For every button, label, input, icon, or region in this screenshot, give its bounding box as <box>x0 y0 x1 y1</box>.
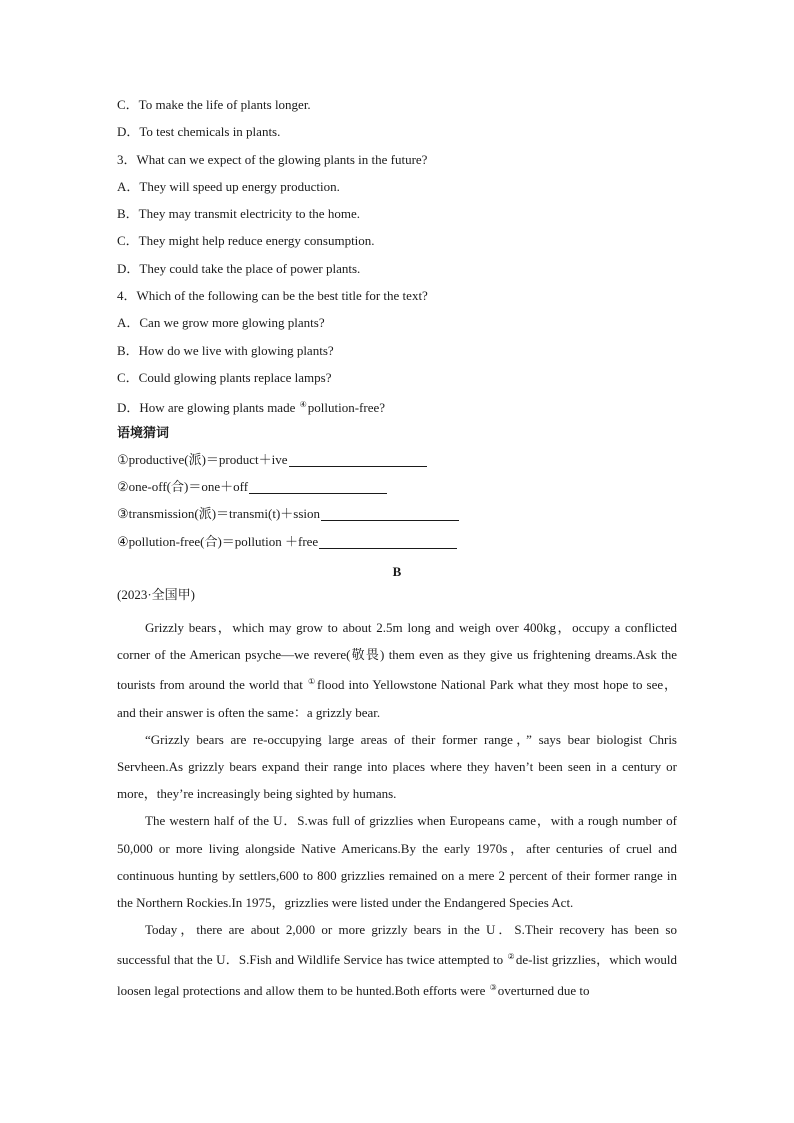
q4-option-c: C．Could glowing plants replace lamps? <box>117 369 332 385</box>
paragraph-text: overturned due to <box>497 982 590 998</box>
marker-4: ④ <box>299 400 307 410</box>
paragraph-1 <box>117 614 677 726</box>
vocab-item-text: ②one-off(合)＝one＋off <box>117 479 249 495</box>
paragraph-4 <box>117 916 677 1004</box>
q3-option-a: A．They will speed up energy production. <box>117 178 340 194</box>
paragraph-text: Grizzly bears，which may grow to about 2.5m long and weigh over 400kg，occupy a conflicted corner of the American psyche—we revere(敬畏) them even as they give us frightening dreams.Ask the tourists from around the world that <box>117 620 677 693</box>
q3-option-d: D．They could take the place of power plants. <box>117 260 361 276</box>
passage <box>117 614 677 1004</box>
answer-blank[interactable] <box>321 506 459 521</box>
source-label: (2023·全国甲) <box>117 587 195 603</box>
document-page <box>117 94 677 1004</box>
answer-blank[interactable] <box>249 479 387 494</box>
vocab-item-text: ③transmission(派)＝transmi(t)＋ssion <box>117 506 321 522</box>
q4-option-a: A．Can we grow more glowing plants? <box>117 315 325 331</box>
vocab-item-text: ①productive(派)＝product＋ive <box>117 451 288 467</box>
q4-option-b: B．How do we live with glowing plants? <box>117 342 334 358</box>
q4-option-d-text-end: pollution-free? <box>307 400 386 416</box>
marker-3: ③ <box>489 982 497 992</box>
q3-stem: 3．What can we expect of the glowing plants in the future? <box>117 151 428 167</box>
vocab-item <box>117 476 677 503</box>
paragraph-text: flood into Yellowstone National Park what they most hope to see，and their answer is often the same：a grizzly bear. <box>117 677 678 720</box>
marker-1: ① <box>307 677 317 687</box>
answer-blank[interactable] <box>319 534 457 549</box>
vocab-item <box>117 449 677 476</box>
q4-stem: 4．Which of the following can be the best title for the text? <box>117 288 428 304</box>
q3-option-c: C．They might help reduce energy consumption. <box>117 233 375 249</box>
paragraph-text: de-list grizzlies，which would loosen legal protections and allow them to be hunted.Both efforts were <box>117 952 677 998</box>
q4-option-d <box>117 394 677 421</box>
marker-2: ② <box>507 952 515 962</box>
answer-blank[interactable] <box>289 452 427 467</box>
paragraph-3: The western half of the U．S.was full of grizzlies when Europeans came，with a rough number of 50,000 or more living alongside Native Americans.By the early 1970s，after centuries of cruel and continuous hunting by settlers,600 to 800 grizzlies remained on a mere 2 percent of their former range in the Northern Rockies.In 1975，grizzlies were listed under the Endangered Species Act. <box>117 813 677 911</box>
vocab-item-text: ④pollution-free(合)＝pollution ＋free <box>117 533 319 549</box>
q2-option-d: D．To test chemicals in plants. <box>117 124 281 140</box>
q4-option-d-text: D．How are glowing plants made <box>117 400 299 416</box>
section-heading: B <box>392 564 402 580</box>
q3-option-b: B．They may transmit electricity to the home. <box>117 206 360 222</box>
vocab-item <box>117 503 677 530</box>
vocab-heading: 语境猜词 <box>117 424 170 440</box>
vocab-item <box>117 531 677 558</box>
q2-option-c: C．To make the life of plants longer. <box>117 97 311 112</box>
paragraph-text: Today，there are about 2,000 or more grizzly bears in the U．S.Their recovery has been so successful that the U．S.Fish and Wildlife Service has twice attempted to <box>117 922 677 968</box>
paragraph-2: “Grizzly bears are re-occupying large areas of their former range，” says bear biologist Chris Servheen.As grizzly bears expand their range into places where they haven’t been seen in a century or more，they’re increasingly being sighted by humans. <box>117 731 677 802</box>
